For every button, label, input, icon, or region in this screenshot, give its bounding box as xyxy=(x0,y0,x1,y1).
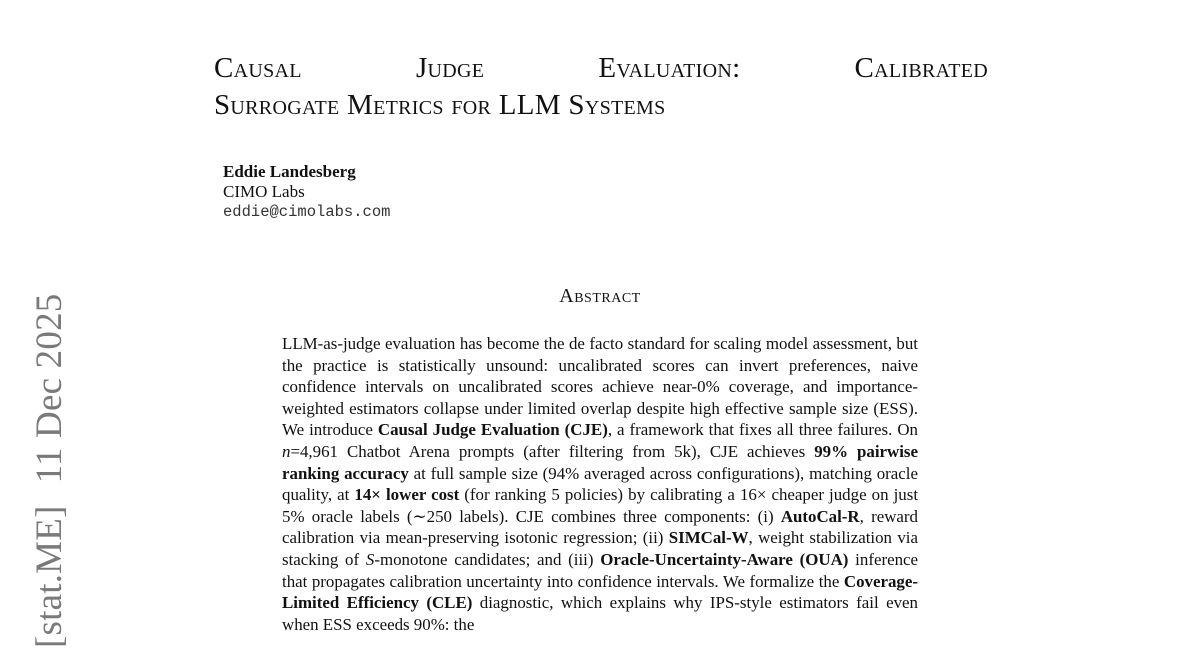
abstract-bold-term: AutoCal-R xyxy=(780,506,860,526)
paper-title xyxy=(214,50,988,124)
arxiv-category: [stat.ME] xyxy=(29,505,70,648)
abstract-text: (for ranking 5 policies) by calibrating a 16× cheaper judge on just 5% oracle labels (∼250 labels). CJE combines three components: (i) xyxy=(282,485,919,526)
abstract-heading: Abstract xyxy=(559,285,641,307)
arxiv-side-stamp xyxy=(28,272,71,648)
abstract-text: , weight stabilization via stacking of xyxy=(282,528,918,569)
title-word: Judge xyxy=(415,52,485,84)
abstract-bold-term: Oracle-Uncertainty-Aware (OUA) xyxy=(600,549,849,569)
title-line-1 xyxy=(214,50,988,87)
abstract-body xyxy=(282,333,918,635)
abstract-text: , reward calibration via mean-preserving isotonic regression; (ii) xyxy=(282,506,918,548)
title-line-2: Surrogate Metrics for LLM Systems xyxy=(214,89,666,121)
author-affiliation: CIMO Labs xyxy=(223,182,305,201)
title-word: Causal xyxy=(214,52,302,84)
abstract-text: -monotone candidates; and (iii) xyxy=(374,549,601,569)
author-name: Eddie Landesberg xyxy=(223,162,356,181)
abstract-bold-term: SIMCal-W xyxy=(668,528,749,548)
abstract-math-symbol: n xyxy=(282,441,291,461)
abstract-text: , a framework that fixes all three failures. On xyxy=(607,420,918,440)
abstract-math-symbol: S xyxy=(365,549,375,569)
abstract-bold-term: 14× lower cost xyxy=(354,485,460,505)
abstract-text: inference that propagates calibration uncertainty into confidence intervals. We formalize the xyxy=(282,549,919,591)
abstract-text: LLM-as-judge evaluation has become the de facto standard for scaling model assessment, but the practice is statistically unsound: uncalibrated scores can invert preferences, naive confidence intervals on uncalibrated scores achieve near-0% coverage, and importance-weighted estimators collapse under limited overlap despite high effective sample size (ESS). We introduce xyxy=(282,334,918,440)
abstract-bold-term: Causal Judge Evaluation (CJE) xyxy=(377,420,608,440)
author-block xyxy=(223,162,390,222)
abstract-text: at full sample size (94% averaged across configurations), matching oracle quality, at xyxy=(282,463,918,505)
abstract-text: diagnostic, which explains why IPS-style estimators fail even when ESS exceeds 90%: the xyxy=(282,593,918,634)
title-word: Calibrated xyxy=(854,52,988,84)
abstract-bold-term: 99% pairwise ranking accuracy xyxy=(282,441,918,483)
author-email[interactable]: eddie@cimolabs.com xyxy=(223,203,391,221)
abstract-text: =4,961 Chatbot Arena prompts (after filtering from 5k), CJE achieves xyxy=(290,441,815,461)
title-word: Evaluation: xyxy=(598,52,741,84)
arxiv-date: 11 Dec 2025 xyxy=(29,293,70,484)
abstract-bold-term: Coverage-Limited Efficiency (CLE) xyxy=(282,571,918,613)
